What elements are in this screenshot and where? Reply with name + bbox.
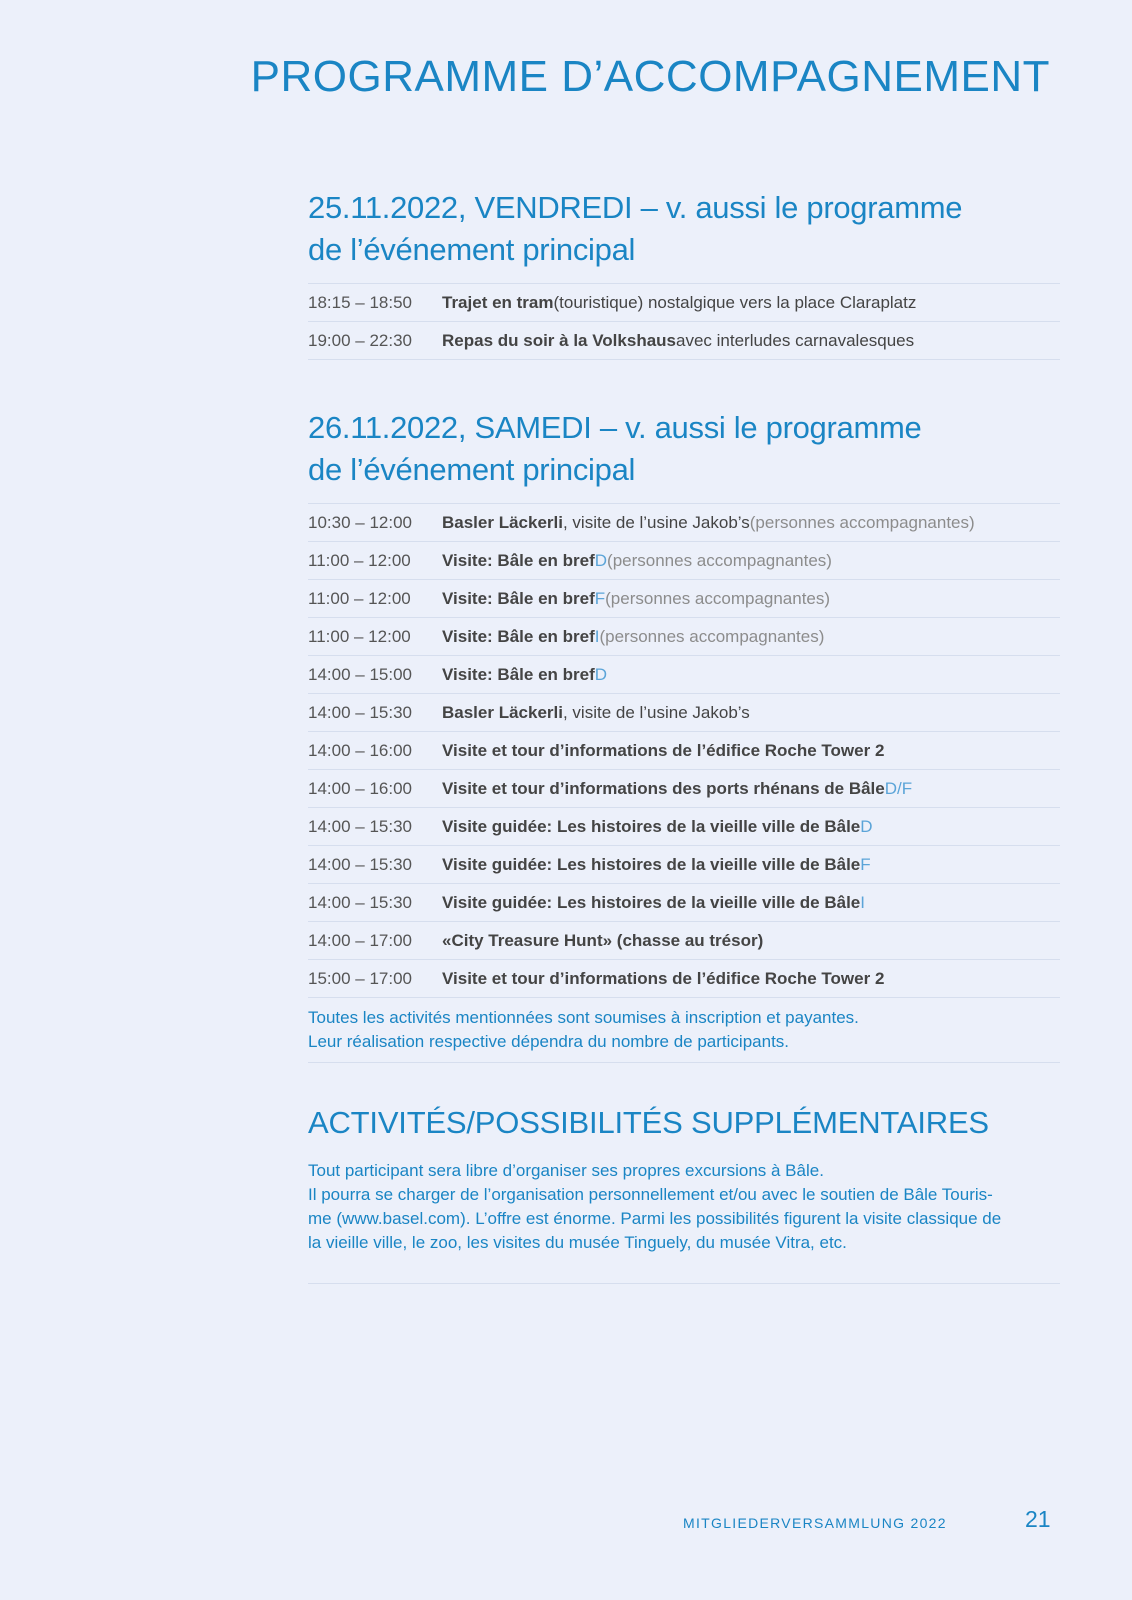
schedule-row [308, 884, 1060, 922]
saturday-heading-line2: de l’événement principal [308, 452, 636, 487]
schedule-row [308, 808, 1060, 846]
page-number: 21 [1025, 1506, 1051, 1532]
saturday-schedule [308, 503, 1060, 998]
schedule-row [308, 322, 1060, 360]
row-time: 14:00 – 17:00 [308, 930, 412, 950]
schedule-row [308, 846, 1060, 884]
row-time: 14:00 – 16:00 [308, 740, 412, 760]
row-title: Visite: Bâle en bref [442, 550, 595, 570]
row-audience: (personnes accompagnantes) [607, 550, 832, 570]
row-time: 14:00 – 15:30 [308, 702, 412, 722]
friday-heading-line2: de l’événement principal [308, 232, 636, 267]
schedule-row [308, 504, 1060, 542]
saturday-heading [308, 407, 1060, 491]
row-audience: (personnes accompagnantes) [605, 588, 831, 608]
schedule-row [308, 694, 1060, 732]
schedule-row [308, 770, 1060, 808]
schedule-row [308, 732, 1060, 770]
row-title: Visite et tour d’informations de l’édifice Roche Tower 2 [442, 968, 885, 988]
schedule-row [308, 922, 1060, 960]
row-title: Visite: Bâle en bref [442, 664, 595, 684]
saturday-section [308, 407, 1060, 1063]
row-detail: , visite de l’usine Jakob’s [562, 702, 750, 722]
row-time: 14:00 – 15:30 [308, 892, 412, 912]
row-language-code: D [594, 664, 608, 684]
extra-line-4: la vieille ville, le zoo, les visites du musée Tinguely, du musée Vitra, etc. [308, 1233, 847, 1252]
extra-paragraph [308, 1159, 1060, 1284]
friday-schedule [308, 283, 1060, 360]
row-audience: (personnes accompagnantes) [749, 512, 975, 532]
extra-line-3: me (www.basel.com). L’offre est énorme. Parmi les possibilités figurent la visite classique de [308, 1209, 1002, 1228]
row-detail: (touristique) nostalgique vers la place Claraplatz [553, 292, 917, 312]
row-title: Visite: Bâle en bref [442, 588, 595, 608]
row-detail: , visite de l’usine Jakob’s [562, 512, 750, 532]
row-time: 10:30 – 12:00 [308, 512, 412, 532]
extra-line-1: Tout participant sera libre d’organiser ses propres excursions à Bâle. [308, 1161, 824, 1180]
registration-note [308, 998, 1060, 1063]
row-title: Visite guidée: Les histoires de la vieille ville de Bâle [442, 816, 861, 836]
extra-line-2: Il pourra se charger de l’organisation personnellement et/ou avec le soutien de Bâle Touris- [308, 1185, 993, 1204]
extra-section [308, 1105, 1060, 1284]
row-language-code: I [594, 626, 600, 646]
row-language-code: D [594, 550, 608, 570]
row-language-code: D [860, 816, 873, 836]
page-title: PROGRAMME D’ACCOMPAGNEMENT [250, 52, 1050, 101]
row-time: 14:00 – 15:00 [308, 664, 412, 684]
friday-heading-line1: 25.11.2022, VENDREDI – v. aussi le programme [308, 190, 963, 225]
row-title: Visite: Bâle en bref [442, 626, 595, 646]
row-time: 11:00 – 12:00 [308, 626, 411, 646]
note-line-1: Toutes les activités mentionnées sont soumises à inscription et payantes. [308, 1008, 859, 1027]
schedule-row [308, 656, 1060, 694]
saturday-heading-line1: 26.11.2022, SAMEDI – v. aussi le programme [308, 410, 922, 445]
friday-heading [308, 187, 1060, 271]
row-language-code: F [594, 588, 606, 608]
row-title: Basler Läckerli [442, 512, 563, 532]
row-time: 15:00 – 17:00 [308, 968, 412, 988]
row-title: «City Treasure Hunt» (chasse au trésor) [442, 930, 764, 950]
row-title: Trajet en tram [442, 292, 554, 312]
note-line-2: Leur réalisation respective dépendra du nombre de participants. [308, 1032, 790, 1051]
row-time: 19:00 – 22:30 [308, 330, 412, 350]
row-title: Visite et tour d’informations de l’édifice Roche Tower 2 [442, 740, 885, 760]
row-title: Visite et tour d’informations des ports rhénans de Bâle [442, 778, 885, 798]
friday-section [308, 187, 1060, 360]
row-language-code: D/F [884, 778, 913, 798]
row-language-code: I [860, 892, 865, 912]
row-time: 14:00 – 15:30 [308, 854, 412, 874]
row-title: Visite guidée: Les histoires de la vieille ville de Bâle [442, 854, 861, 874]
row-title: Repas du soir à la Volkshaus [442, 330, 676, 350]
row-time: 11:00 – 12:00 [308, 550, 411, 570]
schedule-row [308, 618, 1060, 656]
schedule-row [308, 284, 1060, 322]
row-time: 18:15 – 18:50 [308, 292, 412, 312]
row-detail: avec interludes carnavalesques [676, 330, 915, 350]
row-language-code: F [860, 854, 871, 874]
row-time: 14:00 – 15:30 [308, 816, 412, 836]
row-time: 11:00 – 12:00 [308, 588, 411, 608]
footer-text: MITGLIEDERVERSAMMLUNG 2022 [683, 1515, 947, 1531]
row-time: 14:00 – 16:00 [308, 778, 412, 798]
schedule-row [308, 580, 1060, 618]
schedule-row [308, 542, 1060, 580]
extra-heading: ACTIVITÉS/POSSIBILITÉS SUPPLÉMENTAIRES [308, 1105, 989, 1140]
row-audience: (personnes accompagnantes) [599, 626, 825, 646]
row-title: Basler Läckerli [442, 702, 563, 722]
schedule-row [308, 960, 1060, 998]
row-title: Visite guidée: Les histoires de la vieille ville de Bâle [442, 892, 861, 912]
